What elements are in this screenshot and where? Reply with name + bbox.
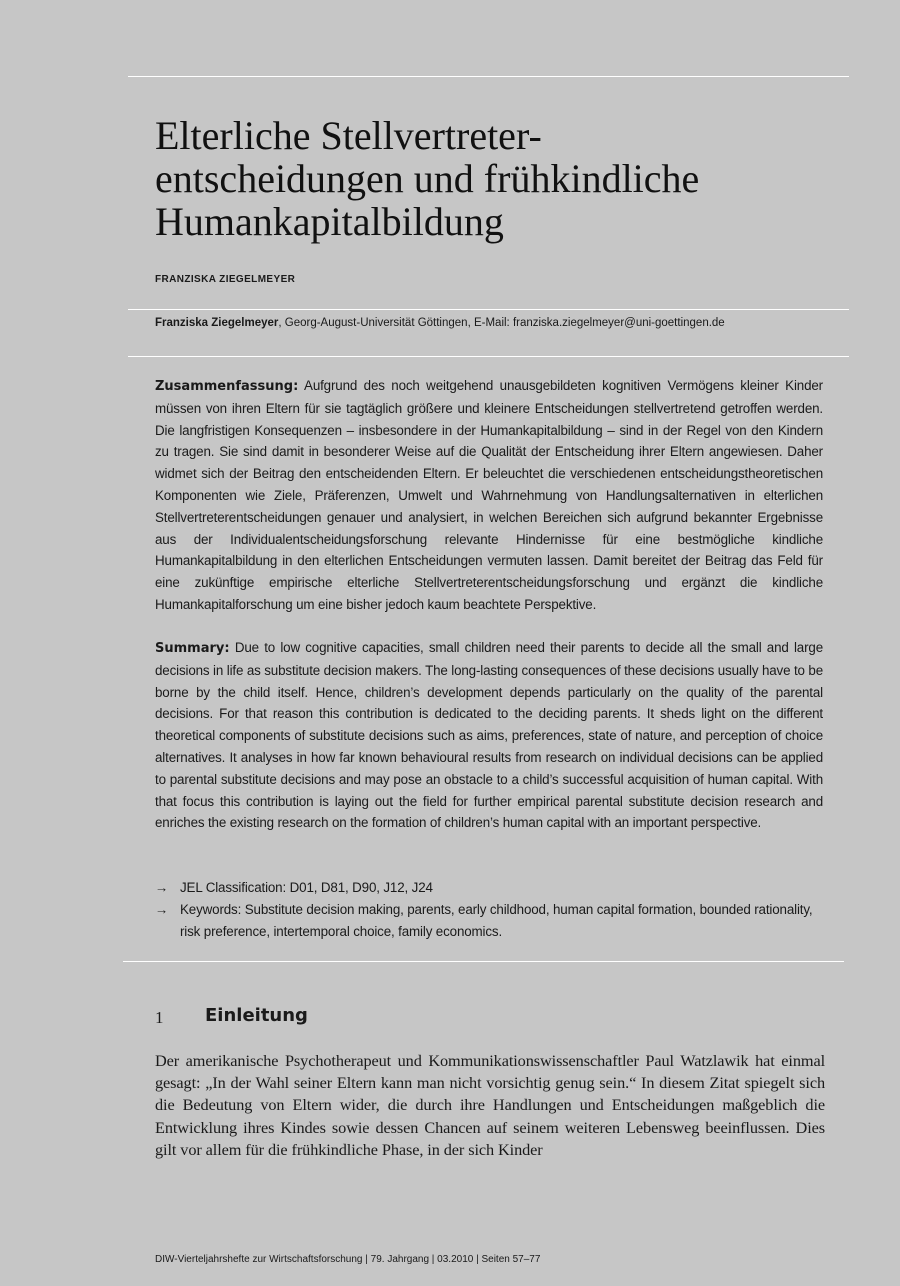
- abstract-bottom-rule: [123, 961, 844, 962]
- section-title: Einleitung: [205, 1005, 308, 1026]
- abstract-german: [155, 375, 823, 616]
- page-footer: DIW-Vierteljahrshefte zur Wirtschaftsforschung | 79. Jahrgang | 03.2010 | Seiten 57–77: [155, 1254, 541, 1265]
- author-rule: [128, 309, 849, 310]
- title-line: entscheidungen und frühkindliche: [155, 156, 700, 201]
- page-title: [155, 114, 855, 243]
- abstract-german-text: Aufgrund des noch weitgehend unausgebildeten kognitiven Vermögens kleiner Kinder müssen von ihren Eltern für sie tagtäglich größere und kleinere Entscheidungen stellvertretend getroffen werden. Die langfristigen Konsequenzen – insbesondere in der Humankapitalbildung – sind in der Regel von den Kindern zu tragen. Sie sind damit in besonderer Weise auf die Qualität der Entscheidung ihrer Eltern angewiesen. Daher widmet sich der Beitrag den entscheidenden Eltern. Er beleuchtet die verschiedenen entscheidungstheoretischen Komponenten wie Ziele, Präferenzen, Umwelt und Wahrnehmung von Handlungsalternativen in elterlichen Stellvertreterentscheidungen genauer und analysiert, in welchen Bereichen sich aufgrund bekannter Ergebnisse aus der Individualentscheidungsforschung relevante Hindernisse für eine bestmögliche kindliche Humankapitalbildung in den elterlichen Entscheidungen vermuten lassen. Damit bereitet der Beitrag das Feld für eine zukünftige empirische elterliche Stellvertreterentscheidungsforschung und ergänzt die kindliche Humankapitalforschung um eine bisher jedoch kaum beachtete Perspektive.: [155, 378, 823, 612]
- affiliation: [155, 317, 725, 329]
- keywords-text: Keywords: Substitute decision making, parents, early childhood, human capital formation, bounded rationality, risk preference, intertemporal choice, family economics.: [180, 901, 813, 939]
- top-rule: [128, 76, 849, 77]
- jel-classification: [155, 877, 823, 899]
- affiliation-name: Franziska Ziegelmeyer: [155, 317, 279, 329]
- section-number: 1: [155, 1008, 164, 1027]
- arrow-icon: →: [155, 901, 169, 917]
- affiliation-rule: [128, 356, 849, 357]
- title-line: Humankapitalbildung: [155, 199, 504, 244]
- classification-list: [155, 877, 823, 942]
- keywords: [155, 899, 823, 943]
- title-line: Elterliche Stellvertreter-: [155, 113, 542, 158]
- abstract-english-label: Summary:: [155, 641, 230, 656]
- section-body-text: Der amerikanische Psychotherapeut und Kommunikationswissenschaftler Paul Watzlawik hat einmal gesagt: „In der Wahl seiner Eltern kann man nicht vorsichtig genug sein.“ In diesem Zitat spiegelt sich die Bedeutung von Eltern wider, die durch ihre Handlungen und Entscheidungen maßgeblich die Entwicklung ihres Kindes sowie dessen Chancen auf seinem weiteren Lebensweg beeinflussen. Dies gilt vor allem für die frühkindliche Phase, in der sich Kinder: [155, 1051, 825, 1159]
- arrow-icon: →: [155, 880, 169, 895]
- abstract-english-text: Due to low cognitive capacities, small children need their parents to decide all the small and large decisions in life as substitute decision makers. The long-lasting consequences of these decisions usually have to be borne by the child itself. Hence, children’s development depends particularly on the quality of the parental decisions. For that reason this contribution is dedicated to the deciding parents. It sheds light on the different theoretical components of substitute decisions such as aims, preferences, state of nature, and perception of choice alternatives. It analyses in how far known behavioural results from research on individual decisions can be applied to parental substitute decisions and may pose an obstacle to a child’s successful acquisition of human capital. With that focus this contribution is laying out the field for further empirical parental substitute decision research and enriches the existing research on the formation of children’s human capital with an important perspective.: [155, 640, 823, 831]
- author-name: FRANZISKA ZIEGELMEYER: [155, 274, 296, 285]
- jel-text: JEL Classification: D01, D81, D90, J12, J24: [180, 880, 433, 895]
- abstract-german-label: Zusammenfassung:: [155, 379, 299, 394]
- affiliation-details: , Georg-August-Universität Göttingen, E-Mail: franziska.ziegelmeyer@uni-goettingen.de: [278, 317, 725, 329]
- abstract-english: [155, 637, 823, 834]
